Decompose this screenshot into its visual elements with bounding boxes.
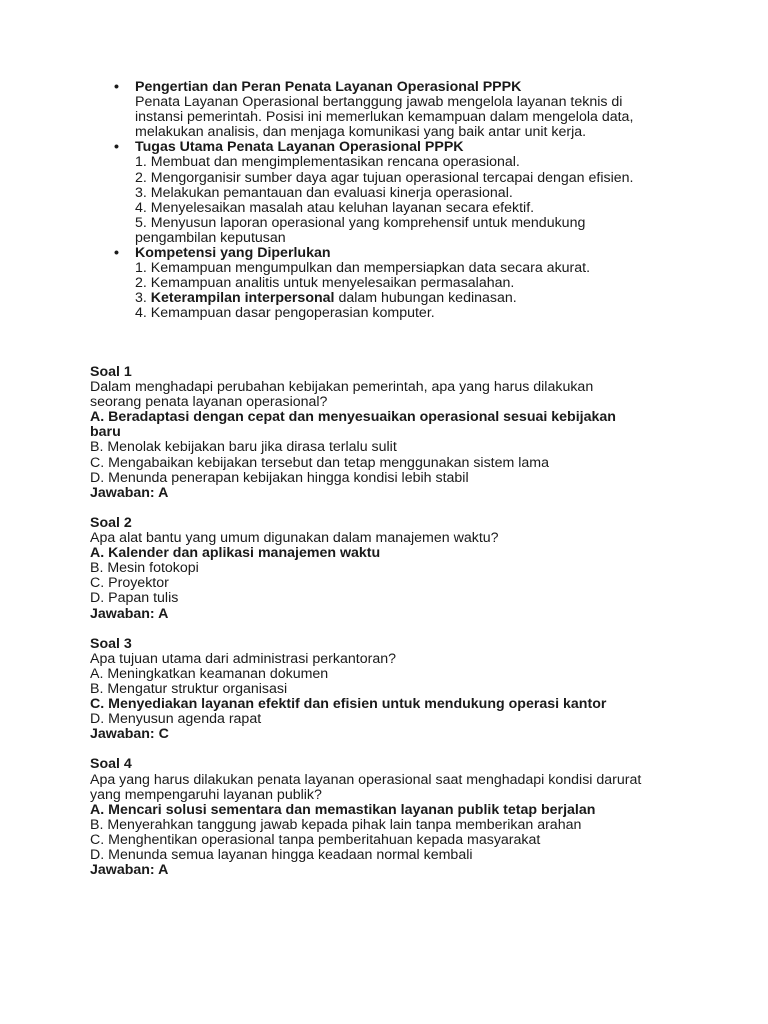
section-heading: Pengertian dan Peran Penata Layanan Operasional PPPK: [135, 79, 522, 95]
task-item: 3. Melakukan pemantauan dan evaluasi kinerja operasional.: [135, 184, 513, 201]
question-block-3: [90, 637, 670, 743]
section-heading: Kompetensi yang Diperlukan: [135, 245, 331, 262]
competency-item-3-rest: dalam hubungan kedinasan.: [334, 290, 517, 307]
answer-key: Jawaban: C: [90, 726, 169, 743]
question-title: Soal 3: [90, 635, 132, 652]
option-a-correct: baru: [90, 424, 121, 441]
question-list: [90, 365, 670, 878]
competency-item: 2. Kemampuan analitis untuk menyelesaikan permasalahan.: [135, 275, 515, 292]
bullet-item-pengertian: [114, 79, 695, 141]
option-d: D. Papan tulis: [90, 590, 179, 607]
question-block-2: [90, 516, 670, 622]
competency-item: 4. Kemampuan dasar pengoperasian komputer.: [135, 305, 435, 322]
option-d: D. Menunda semua layanan hingga keadaan normal kembali: [90, 847, 473, 863]
option-c: C. Mengabaikan kebijakan tersebut dan tetap menggunakan sistem lama: [90, 454, 550, 471]
question-text: seorang penata layanan operasional?: [90, 394, 328, 411]
question-text: Apa yang harus dilakukan penata layanan operasional saat menghadapi kondisi darurat: [90, 771, 642, 788]
bullet-item-tugas: [114, 139, 695, 246]
competency-item-3-bold: Keterampilan interpersonal: [150, 290, 335, 307]
option-a-correct: A. Mencari solusi sementara dan memastikan layanan publik tetap berjalan: [90, 801, 596, 818]
task-item: 2. Mengorganisir sumber daya agar tujuan operasional tercapai dengan efisien.: [135, 169, 634, 186]
question-text: yang mempengaruhi layanan publik?: [90, 786, 322, 803]
option-c: C. Menghentikan operasional tanpa pemberitahuan kepada masyarakat: [90, 831, 541, 848]
bullet-item-kompetensi: [114, 245, 695, 322]
option-a-correct: A. Kalender dan aplikasi manajemen waktu: [90, 545, 381, 562]
bullet-icon: •: [114, 245, 119, 262]
question-title: Soal 2: [90, 514, 132, 531]
option-a-correct: A. Beradaptasi dengan cepat dan menyesuaikan operasional sesuai kebijakan: [90, 409, 616, 426]
option-b: B. Mengatur struktur organisasi: [90, 680, 288, 697]
answer-key: Jawaban: A: [90, 484, 169, 501]
task-item-continuation: pengambilan keputusan: [135, 229, 286, 246]
section-text-line: melakukan analisis, dan menjaga komunikasi yang baik antar unit kerja.: [135, 124, 587, 141]
answer-key: Jawaban: A: [90, 605, 169, 622]
question-text: Apa alat bantu yang umum digunakan dalam manajemen waktu?: [90, 530, 499, 547]
question-title: Soal 1: [90, 364, 132, 380]
option-b: B. Menolak kebijakan baru jika dirasa terlalu sulit: [90, 439, 397, 456]
question-text: Dalam menghadapi perubahan kebijakan pemerintah, apa yang harus dilakukan: [90, 379, 594, 396]
bullet-icon: •: [114, 79, 119, 95]
section-text-line: instansi pemerintah. Posisi ini memerlukan kemampuan dalam mengelola data,: [135, 109, 634, 126]
competency-item-3-prefix: 3.: [135, 290, 151, 307]
question-block-4: [90, 757, 670, 878]
section-text-line: Penata Layanan Operasional bertanggung jawab mengelola layanan teknis di: [135, 94, 623, 111]
competency-item-3: [135, 291, 695, 306]
option-d: D. Menunda penerapan kebijakan hingga kondisi lebih stabil: [90, 469, 469, 486]
question-block-1: [90, 365, 670, 501]
task-item: 4. Menyelesaikan masalah atau keluhan layanan secara efektif.: [135, 199, 535, 216]
option-c: C. Proyektor: [90, 575, 169, 592]
option-b: B. Menyerahkan tanggung jawab kepada pihak lain tanpa memberikan arahan: [90, 816, 582, 833]
option-d: D. Menyusun agenda rapat: [90, 711, 262, 728]
overview-bullet-list: [114, 79, 695, 322]
section-heading: Tugas Utama Penata Layanan Operasional PPPK: [135, 139, 464, 156]
task-item: 5. Menyusun laporan operasional yang komprehensif untuk mendukung: [135, 214, 586, 231]
competency-item: 1. Kemampuan mengumpulkan dan mempersiapkan data secara akurat.: [135, 260, 591, 277]
question-text: Apa tujuan utama dari administrasi perkantoran?: [90, 650, 396, 667]
option-c-correct: C. Menyediakan layanan efektif dan efisien untuk mendukung operasi kantor: [90, 696, 607, 713]
answer-key: Jawaban: A: [90, 862, 169, 879]
bullet-icon: •: [114, 139, 119, 156]
question-title: Soal 4: [90, 756, 132, 773]
task-item: 1. Membuat dan mengimplementasikan rencana operasional.: [135, 154, 520, 171]
option-a: A. Meningkatkan keamanan dokumen: [90, 665, 329, 682]
option-b: B. Mesin fotokopi: [90, 560, 199, 577]
